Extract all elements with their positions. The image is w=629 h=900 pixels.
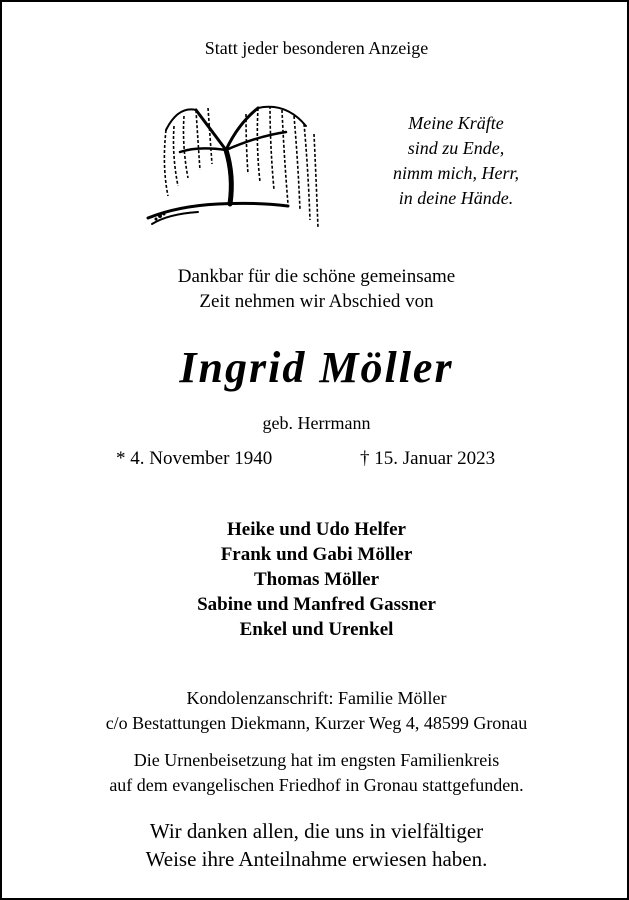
deceased-name: Ingrid Möller bbox=[179, 343, 454, 392]
thanks-line: Weise ihre Anteilnahme erwiesen haben. bbox=[145, 847, 488, 871]
weeping-willow-tree-icon bbox=[138, 86, 330, 246]
mourner-name: Thomas Möller bbox=[253, 569, 380, 590]
verse-line: in deine Hände. bbox=[398, 188, 514, 208]
mourner-name: Heike und Udo Helfer bbox=[227, 519, 406, 540]
verse-line: Meine Kräfte bbox=[408, 113, 504, 133]
verse-quote bbox=[358, 111, 554, 211]
intro-line: Dankbar für die schöne gemeinsame bbox=[177, 266, 456, 287]
condolence-address bbox=[2, 686, 629, 736]
maiden-name: geb. Herrmann bbox=[262, 413, 371, 433]
burial-notice bbox=[2, 748, 629, 798]
intro-line: Zeit nehmen wir Abschied von bbox=[199, 291, 434, 312]
death-date: † 15. Januar 2023 bbox=[360, 448, 496, 469]
address-line: Kondolenzanschrift: Familie Möller bbox=[186, 688, 447, 708]
address-line: c/o Bestattungen Diekmann, Kurzer Weg 4, 48599 Gronau bbox=[105, 713, 528, 733]
mourner-name: Enkel und Urenkel bbox=[239, 619, 394, 640]
burial-line: Die Urnenbeisetzung hat im engsten Familienkreis bbox=[133, 750, 500, 770]
burial-line: auf dem evangelischen Friedhof in Gronau stattgefunden. bbox=[109, 775, 524, 795]
header-text: Statt jeder besonderen Anzeige bbox=[204, 38, 429, 58]
mourners-list bbox=[2, 517, 629, 642]
verse-line: nimm mich, Herr, bbox=[393, 163, 519, 183]
intro-text bbox=[2, 264, 629, 314]
verse-line: sind zu Ende, bbox=[407, 138, 505, 158]
thanks-line: Wir danken allen, die uns in vielfältiger bbox=[149, 819, 484, 843]
mourner-name: Sabine und Manfred Gassner bbox=[197, 594, 436, 615]
birth-date: * 4. November 1940 bbox=[116, 448, 273, 469]
thanks-text bbox=[2, 817, 629, 873]
mourner-name: Frank und Gabi Möller bbox=[220, 544, 413, 565]
